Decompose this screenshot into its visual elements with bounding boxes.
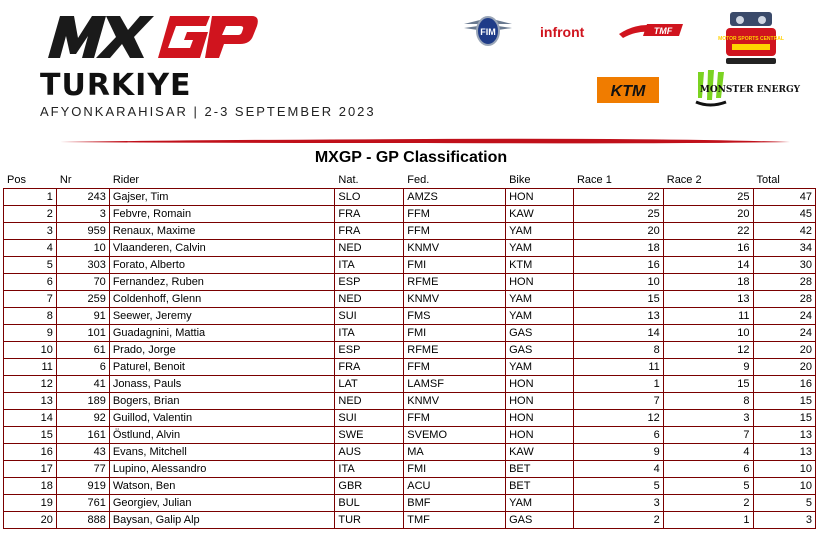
cell-fed: FFM — [404, 359, 506, 376]
motor-sports-central-logo — [720, 8, 782, 68]
cell-rider: Vlaanderen, Calvin — [109, 240, 335, 257]
cell-fed: FMS — [404, 308, 506, 325]
cell-total: 13 — [753, 427, 815, 444]
cell-nr: 189 — [56, 393, 109, 410]
table-row — [4, 427, 816, 444]
table-row — [4, 359, 816, 376]
cell-fed: KNMV — [404, 291, 506, 308]
cell-race1: 12 — [573, 410, 663, 427]
cell-pos: 10 — [4, 342, 57, 359]
infront-text: infront — [540, 24, 585, 40]
event-name: TURKIYE — [40, 68, 192, 103]
cell-bike: KAW — [506, 206, 574, 223]
cell-fed: FMI — [404, 257, 506, 274]
cell-rider: Jonass, Pauls — [109, 376, 335, 393]
cell-race1: 7 — [573, 393, 663, 410]
cell-total: 15 — [753, 410, 815, 427]
results-table — [3, 172, 816, 529]
cell-race1: 4 — [573, 461, 663, 478]
cell-nr: 70 — [56, 274, 109, 291]
cell-rider: Forato, Alberto — [109, 257, 335, 274]
column-header-fed: Fed. — [404, 172, 506, 189]
cell-nat: FRA — [335, 223, 404, 240]
cell-pos: 14 — [4, 410, 57, 427]
cell-race2: 4 — [663, 444, 753, 461]
cell-race1: 13 — [573, 308, 663, 325]
cell-bike: GAS — [506, 512, 574, 529]
column-header-race2: Race 2 — [663, 172, 753, 189]
cell-fed: MA — [404, 444, 506, 461]
cell-nat: NED — [335, 240, 404, 257]
cell-bike: HON — [506, 393, 574, 410]
cell-nat: TUR — [335, 512, 404, 529]
cell-nr: 6 — [56, 359, 109, 376]
cell-race2: 11 — [663, 308, 753, 325]
column-header-race1: Race 1 — [573, 172, 663, 189]
cell-fed: KNMV — [404, 240, 506, 257]
mxgp-logo — [40, 8, 260, 64]
cell-bike: GAS — [506, 325, 574, 342]
cell-race2: 22 — [663, 223, 753, 240]
cell-nr: 888 — [56, 512, 109, 529]
cell-pos: 1 — [4, 189, 57, 206]
cell-nr: 259 — [56, 291, 109, 308]
cell-nr: 761 — [56, 495, 109, 512]
cell-fed: FFM — [404, 410, 506, 427]
cell-total: 28 — [753, 274, 815, 291]
cell-race1: 16 — [573, 257, 663, 274]
column-header-rider: Rider — [109, 172, 335, 189]
cell-rider: Lupino, Alessandro — [109, 461, 335, 478]
table-row — [4, 478, 816, 495]
cell-pos: 12 — [4, 376, 57, 393]
cell-race2: 15 — [663, 376, 753, 393]
cell-fed: FFM — [404, 206, 506, 223]
header — [0, 0, 822, 145]
table-row — [4, 325, 816, 342]
cell-pos: 7 — [4, 291, 57, 308]
cell-race2: 7 — [663, 427, 753, 444]
table-row — [4, 393, 816, 410]
cell-fed: FMI — [404, 461, 506, 478]
column-header-bike: Bike — [506, 172, 574, 189]
table-row — [4, 189, 816, 206]
cell-bike: HON — [506, 427, 574, 444]
cell-bike: YAM — [506, 223, 574, 240]
cell-bike: HON — [506, 189, 574, 206]
table-row — [4, 461, 816, 478]
cell-nr: 303 — [56, 257, 109, 274]
cell-nr: 919 — [56, 478, 109, 495]
cell-race1: 14 — [573, 325, 663, 342]
cell-nr: 959 — [56, 223, 109, 240]
cell-fed: RFME — [404, 342, 506, 359]
cell-total: 15 — [753, 393, 815, 410]
cell-nat: NED — [335, 291, 404, 308]
table-row — [4, 495, 816, 512]
cell-pos: 3 — [4, 223, 57, 240]
cell-pos: 13 — [4, 393, 57, 410]
cell-bike: KAW — [506, 444, 574, 461]
cell-pos: 5 — [4, 257, 57, 274]
cell-nat: BUL — [335, 495, 404, 512]
cell-rider: Guadagnini, Mattia — [109, 325, 335, 342]
cell-nat: FRA — [335, 206, 404, 223]
table-row — [4, 257, 816, 274]
cell-nr: 91 — [56, 308, 109, 325]
cell-pos: 2 — [4, 206, 57, 223]
table-row — [4, 206, 816, 223]
cell-nat: NED — [335, 393, 404, 410]
cell-race2: 1 — [663, 512, 753, 529]
cell-race2: 3 — [663, 410, 753, 427]
cell-race1: 10 — [573, 274, 663, 291]
cell-rider: Seewer, Jeremy — [109, 308, 335, 325]
central-text: MOTOR SPORTS CENTRAL — [718, 36, 784, 42]
table-row — [4, 444, 816, 461]
table-row — [4, 240, 816, 257]
table-row — [4, 512, 816, 529]
cell-nat: SWE — [335, 427, 404, 444]
cell-bike: GAS — [506, 342, 574, 359]
cell-pos: 20 — [4, 512, 57, 529]
cell-race1: 9 — [573, 444, 663, 461]
cell-nr: 161 — [56, 427, 109, 444]
monster-text: MONSTER ENERGY — [699, 85, 801, 95]
header-divider — [60, 136, 790, 146]
cell-bike: YAM — [506, 359, 574, 376]
cell-nat: LAT — [335, 376, 404, 393]
cell-total: 24 — [753, 308, 815, 325]
table-header-row — [4, 172, 816, 189]
cell-rider: Östlund, Alvin — [109, 427, 335, 444]
cell-race1: 22 — [573, 189, 663, 206]
cell-pos: 9 — [4, 325, 57, 342]
cell-nr: 92 — [56, 410, 109, 427]
cell-bike: YAM — [506, 495, 574, 512]
cell-pos: 11 — [4, 359, 57, 376]
cell-race2: 20 — [663, 206, 753, 223]
cell-race1: 1 — [573, 376, 663, 393]
cell-total: 47 — [753, 189, 815, 206]
cell-bike: YAM — [506, 240, 574, 257]
cell-pos: 8 — [4, 308, 57, 325]
cell-bike: YAM — [506, 308, 574, 325]
cell-fed: FMI — [404, 325, 506, 342]
infront-logo — [538, 22, 594, 42]
cell-nr: 61 — [56, 342, 109, 359]
ktm-logo — [597, 77, 659, 103]
cell-total: 24 — [753, 325, 815, 342]
cell-rider: Prado, Jorge — [109, 342, 335, 359]
cell-total: 42 — [753, 223, 815, 240]
cell-fed: SVEMO — [404, 427, 506, 444]
cell-nat: ESP — [335, 342, 404, 359]
cell-total: 3 — [753, 512, 815, 529]
cell-race2: 8 — [663, 393, 753, 410]
cell-fed: KNMV — [404, 393, 506, 410]
cell-race2: 14 — [663, 257, 753, 274]
cell-rider: Bogers, Brian — [109, 393, 335, 410]
fim-text: FIM — [480, 27, 496, 37]
cell-rider: Watson, Ben — [109, 478, 335, 495]
column-header-total: Total — [753, 172, 815, 189]
cell-race2: 12 — [663, 342, 753, 359]
cell-pos: 6 — [4, 274, 57, 291]
cell-pos: 15 — [4, 427, 57, 444]
cell-fed: FFM — [404, 223, 506, 240]
cell-nat: ITA — [335, 257, 404, 274]
cell-nat: ITA — [335, 325, 404, 342]
cell-race1: 11 — [573, 359, 663, 376]
cell-total: 45 — [753, 206, 815, 223]
cell-nat: SLO — [335, 189, 404, 206]
cell-bike: KTM — [506, 257, 574, 274]
cell-total: 10 — [753, 478, 815, 495]
cell-nat: AUS — [335, 444, 404, 461]
cell-nr: 243 — [56, 189, 109, 206]
cell-race2: 10 — [663, 325, 753, 342]
cell-nat: SUI — [335, 410, 404, 427]
cell-race2: 6 — [663, 461, 753, 478]
cell-race2: 25 — [663, 189, 753, 206]
cell-rider: Evans, Mitchell — [109, 444, 335, 461]
cell-race2: 16 — [663, 240, 753, 257]
cell-nr: 43 — [56, 444, 109, 461]
cell-total: 5 — [753, 495, 815, 512]
cell-total: 10 — [753, 461, 815, 478]
cell-nr: 10 — [56, 240, 109, 257]
table-row — [4, 342, 816, 359]
cell-fed: ACU — [404, 478, 506, 495]
cell-rider: Renaux, Maxime — [109, 223, 335, 240]
results-body — [4, 189, 816, 529]
cell-nr: 101 — [56, 325, 109, 342]
cell-fed: RFME — [404, 274, 506, 291]
cell-nr: 77 — [56, 461, 109, 478]
cell-pos: 16 — [4, 444, 57, 461]
cell-race2: 9 — [663, 359, 753, 376]
cell-race2: 13 — [663, 291, 753, 308]
cell-bike: HON — [506, 410, 574, 427]
tmf-logo — [617, 20, 685, 42]
column-header-pos: Pos — [4, 172, 57, 189]
cell-total: 34 — [753, 240, 815, 257]
cell-rider: Baysan, Galip Alp — [109, 512, 335, 529]
table-row — [4, 376, 816, 393]
cell-fed: LAMSF — [404, 376, 506, 393]
cell-nr: 41 — [56, 376, 109, 393]
cell-total: 30 — [753, 257, 815, 274]
tmf-text: TMF — [653, 26, 673, 36]
cell-bike: HON — [506, 376, 574, 393]
ktm-text: KTM — [610, 83, 646, 100]
cell-bike: BET — [506, 478, 574, 495]
table-row — [4, 274, 816, 291]
cell-pos: 18 — [4, 478, 57, 495]
cell-nat: GBR — [335, 478, 404, 495]
classification-title: MXGP - GP Classification — [314, 149, 508, 166]
cell-rider: Gajser, Tim — [109, 189, 335, 206]
table-row — [4, 223, 816, 240]
cell-race1: 5 — [573, 478, 663, 495]
cell-race2: 5 — [663, 478, 753, 495]
cell-pos: 19 — [4, 495, 57, 512]
cell-nat: SUI — [335, 308, 404, 325]
table-row — [4, 410, 816, 427]
cell-race1: 15 — [573, 291, 663, 308]
cell-total: 16 — [753, 376, 815, 393]
column-header-nr: Nr — [56, 172, 109, 189]
cell-race1: 2 — [573, 512, 663, 529]
cell-total: 20 — [753, 342, 815, 359]
cell-nat: ITA — [335, 461, 404, 478]
cell-race1: 25 — [573, 206, 663, 223]
fim-logo — [462, 14, 514, 48]
table-row — [4, 308, 816, 325]
cell-rider: Coldenhoff, Glenn — [109, 291, 335, 308]
cell-race1: 18 — [573, 240, 663, 257]
column-header-nat: Nat. — [335, 172, 404, 189]
cell-total: 20 — [753, 359, 815, 376]
cell-fed: AMZS — [404, 189, 506, 206]
cell-race2: 18 — [663, 274, 753, 291]
cell-rider: Febvre, Romain — [109, 206, 335, 223]
cell-total: 28 — [753, 291, 815, 308]
cell-race1: 20 — [573, 223, 663, 240]
cell-nat: ESP — [335, 274, 404, 291]
cell-bike: HON — [506, 274, 574, 291]
cell-nat: FRA — [335, 359, 404, 376]
cell-fed: TMF — [404, 512, 506, 529]
event-subtitle: AFYONKARAHISAR | 2-3 SEPTEMBER 2023 — [40, 104, 376, 119]
cell-race1: 8 — [573, 342, 663, 359]
cell-total: 13 — [753, 444, 815, 461]
cell-rider: Georgiev, Julian — [109, 495, 335, 512]
table-row — [4, 291, 816, 308]
cell-fed: BMF — [404, 495, 506, 512]
cell-rider: Paturel, Benoit — [109, 359, 335, 376]
cell-race1: 3 — [573, 495, 663, 512]
monster-energy-logo — [690, 68, 801, 114]
cell-bike: YAM — [506, 291, 574, 308]
cell-rider: Fernandez, Ruben — [109, 274, 335, 291]
cell-nr: 3 — [56, 206, 109, 223]
cell-bike: BET — [506, 461, 574, 478]
cell-race2: 2 — [663, 495, 753, 512]
cell-pos: 17 — [4, 461, 57, 478]
cell-rider: Guillod, Valentin — [109, 410, 335, 427]
cell-pos: 4 — [4, 240, 57, 257]
cell-race1: 6 — [573, 427, 663, 444]
